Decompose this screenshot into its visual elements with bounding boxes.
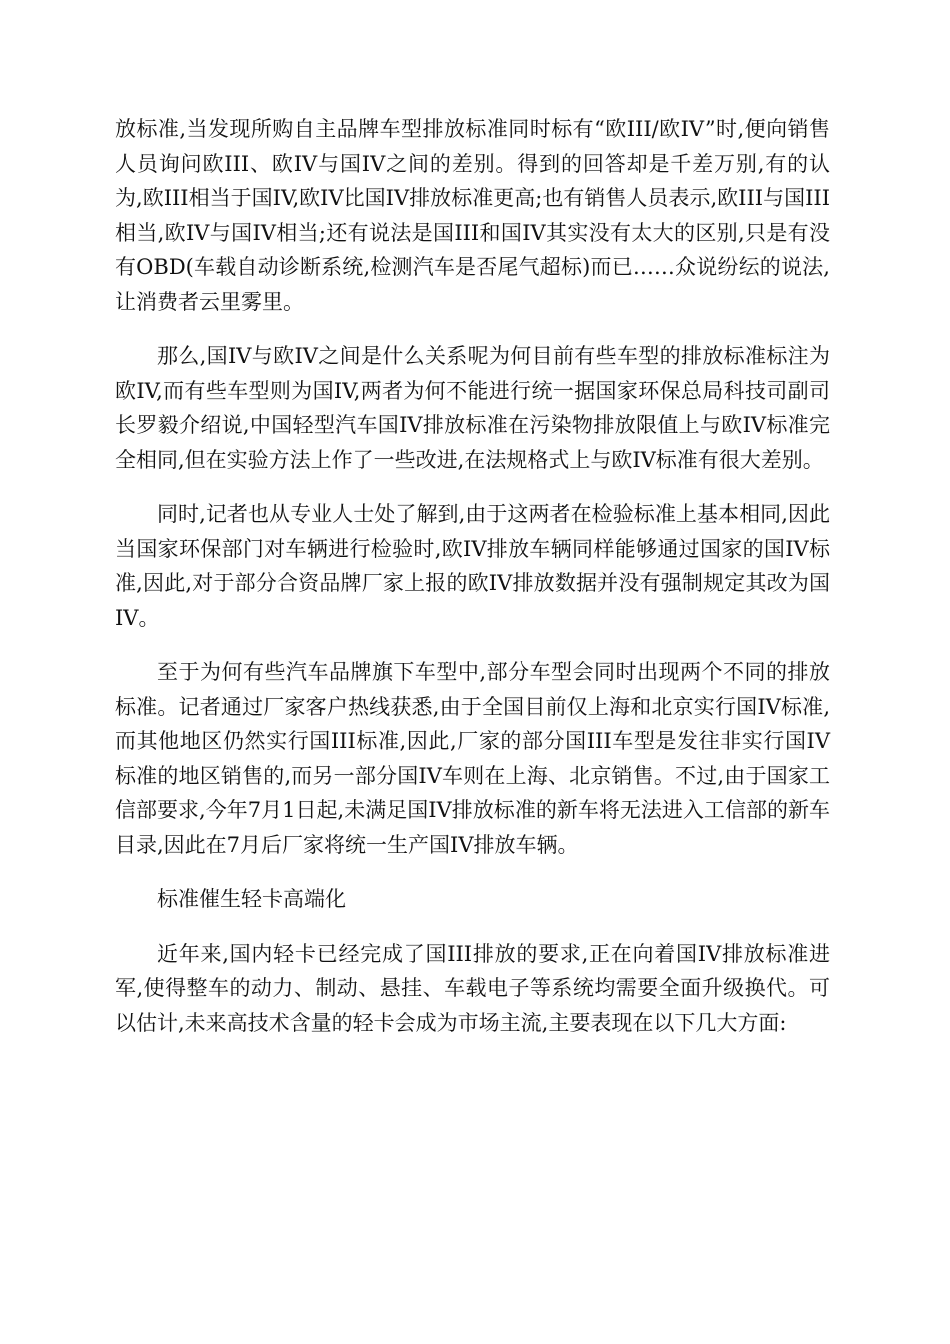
document-body: [115, 112, 830, 1060]
paragraph-continuation: 放标准,当发现所购自主品牌车型排放标准同时标有“欧III/欧IV”时,便向销售人员询问欧III、欧IV与国IV之间的差别。得到的回答却是千差万别,有的认为,欧III相当于国IV,欧IV比国IV排放标准更高;也有销售人员表示,欧III与国III相当,欧IV与国IV相当;还有说法是国III和国IV其实没有太大的区别,只是有没有OBD(车载自动诊断系统,检测汽车是否尾气超标)而已……众说纷纭的说法,让消费者云里雾里。: [115, 117, 830, 314]
paragraph-guo4-vs-ou4: 那么,国IV与欧IV之间是什么关系呢为何目前有些车型的排放标准标注为欧IV,而有些车型则为国IV,两者为何不能进行统一据国家环保总局科技司副司长罗毅介绍说,中国轻型汽车国IV排放标准在污染物排放限值上与欧IV标准完全相同,但在实验方法上作了一些改进,在法规格式上与欧IV标准有很大差别。: [115, 344, 830, 472]
section-heading: 标准催生轻卡高端化: [157, 887, 346, 911]
paragraph-light-truck: 近年来,国内轻卡已经完成了国III排放的要求,正在向着国IV排放标准进军,使得整车的动力、制动、悬挂、车载电子等系统均需要全面升级换代。可以估计,未来高技术含量的轻卡会成为市场主流,主要表现在以下几大方面:: [115, 941, 830, 1035]
paragraph-dual-standards: 至于为何有些汽车品牌旗下车型中,部分车型会同时出现两个不同的排放标准。记者通过厂家客户热线获悉,由于全国目前仅上海和北京实行国IV标准,而其他地区仍然实行国III标准,因此,厂家的部分国III车型是发往非实行国IV标准的地区销售的,而另一部分国IV车则在上海、北京销售。不过,由于国家工信部要求,今年7月1日起,未满足国IV排放标准的新车将无法进入工信部的新车目录,因此在7月后厂家将统一生产国IV排放车辆。: [115, 660, 830, 857]
paragraph-inspection-standard: 同时,记者也从专业人士处了解到,由于这两者在检验标准上基本相同,因此当国家环保部门对车辆进行检验时,欧IV排放车辆同样能够通过国家的国IV标准,因此,对于部分合资品牌厂家上报的欧IV排放数据并没有强制规定其改为国IV。: [115, 502, 830, 630]
